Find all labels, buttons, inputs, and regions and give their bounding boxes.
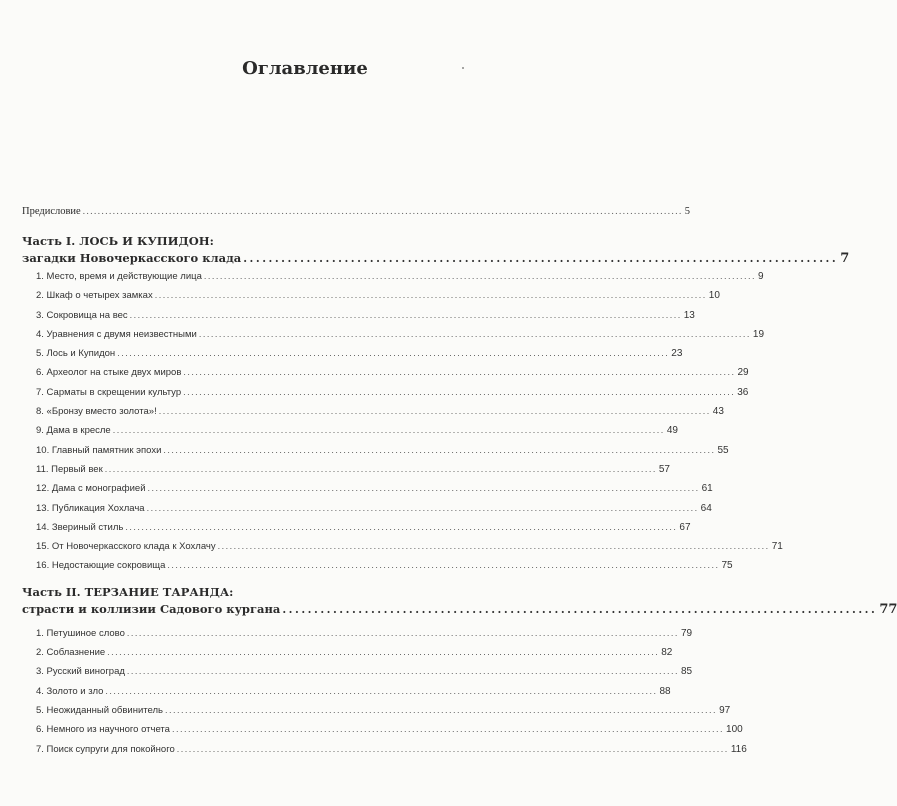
leader-dots: .......................................................................................................................................... xyxy=(146,502,699,513)
chapter-page-number: 13 xyxy=(683,309,695,321)
part-1-heading: Часть I. ЛОСЬ И КУПИДОН: xyxy=(22,234,214,248)
toc-entry-part-1[interactable] xyxy=(22,250,850,271)
leader-dots: .......................................................................................................................................... xyxy=(203,271,756,281)
part-2-subtitle: страсти и коллизии Садового кургана xyxy=(22,601,281,616)
chapter-title: 6. Немного из научного отчета xyxy=(36,724,170,736)
chapter-page-number: 10 xyxy=(708,290,720,302)
chapter-title: 8. «Бронзу вместо золота»! xyxy=(36,406,157,418)
toc-entry-preface[interactable] xyxy=(22,206,690,225)
leader-dots: .......................................................................................................................................... xyxy=(112,425,665,436)
toc-chapter-entry[interactable] xyxy=(22,627,693,647)
toc-chapter-entry[interactable] xyxy=(22,666,693,685)
toc-chapter-entry[interactable] xyxy=(22,724,743,743)
chapter-page-number: 55 xyxy=(717,444,729,456)
leader-dots: .......................................................................................................................................... xyxy=(217,541,770,552)
leader-dots: ................................................................................................................................................................ xyxy=(82,206,683,216)
chapter-page-number: 97 xyxy=(719,704,731,716)
leader-dots: .......................................................................................................................................... xyxy=(126,627,679,638)
toc-chapter-entry[interactable] xyxy=(22,348,683,367)
chapter-page-number: 82 xyxy=(661,647,673,659)
chapter-title: 4. Золото и зло xyxy=(36,685,104,697)
leader-dots: .............................................................................................. xyxy=(282,602,878,616)
chapter-title: 16. Недостающие сокровища xyxy=(36,560,166,572)
chapter-title: 2. Соблазнение xyxy=(36,647,106,659)
chapter-page-number: 57 xyxy=(658,463,670,475)
toc-chapter-entry[interactable] xyxy=(22,463,670,483)
leader-dots: .......................................................................................................................................... xyxy=(104,463,657,474)
leader-dots: .......................................................................................................................................... xyxy=(167,560,720,571)
chapter-page-number: 61 xyxy=(701,483,713,495)
chapter-title: 1. Петушиное слово xyxy=(36,627,125,639)
chapter-page-number: 43 xyxy=(712,406,724,418)
leader-dots: .......................................................................................................................................... xyxy=(129,309,682,320)
chapter-title: 2. Шкаф о четырех замках xyxy=(36,290,153,302)
chapter-page-number: 36 xyxy=(737,386,749,398)
chapter-title: 10. Главный памятник эпохи xyxy=(36,444,162,456)
chapter-title: 3. Русский виноград xyxy=(36,666,125,678)
chapter-title: 14. Звериный стиль xyxy=(36,521,124,533)
chapter-page-number: 100 xyxy=(726,724,743,736)
toc-chapter-entry[interactable] xyxy=(22,704,731,724)
toc-chapter-entry[interactable] xyxy=(22,367,749,386)
chapter-title: 5. Лось и Купидон xyxy=(36,348,116,360)
chapter-title: 7. Сарматы в скрещении культур xyxy=(36,386,182,398)
leader-dots: .......................................................................................................................................... xyxy=(183,367,736,378)
leader-dots: .......................................................................................................................................... xyxy=(147,483,700,494)
toc-chapter-entry[interactable] xyxy=(22,309,695,329)
leader-dots: .......................................................................................................................................... xyxy=(125,521,678,532)
toc-chapter-entry[interactable] xyxy=(22,271,764,290)
part-1-page-number: 7 xyxy=(840,251,850,266)
leader-dots: .......................................................................................................................................... xyxy=(126,666,679,677)
leader-dots: .......................................................................................................................................... xyxy=(117,348,670,359)
toc-chapter-entry[interactable] xyxy=(22,541,783,560)
chapter-title: 4. Уравнения с двумя неизвестными xyxy=(36,328,197,340)
leader-dots: .............................................................................................. xyxy=(243,252,839,265)
part-2-chapter-list xyxy=(22,627,747,763)
toc-page-number: 5 xyxy=(684,206,690,217)
chapter-title: 15. От Новочеркасского клада к Хохлачу xyxy=(36,541,216,553)
toc-chapter-entry[interactable] xyxy=(22,502,712,522)
leader-dots: .......................................................................................................................................... xyxy=(171,724,725,735)
toc-chapter-entry[interactable] xyxy=(22,406,724,425)
chapter-title: 1. Место, время и действующие лица xyxy=(36,271,202,282)
chapter-page-number: 75 xyxy=(721,560,733,572)
part-1-subtitle: загадки Новочеркасского клада xyxy=(22,251,242,265)
chapter-page-number: 23 xyxy=(671,348,683,360)
chapter-page-number: 116 xyxy=(730,743,747,755)
chapter-page-number: 49 xyxy=(666,425,678,437)
toc-chapter-entry[interactable] xyxy=(22,425,678,444)
part-1-chapter-list xyxy=(22,271,783,580)
toc-chapter-entry[interactable] xyxy=(22,685,671,705)
chapter-title: 5. Неожиданный обвинитель xyxy=(36,704,163,716)
part-2-heading: Часть II. ТЕРЗАНИЕ ТАРАНДА: xyxy=(22,584,234,599)
chapter-page-number: 9 xyxy=(757,271,764,282)
chapter-page-number: 67 xyxy=(679,521,691,533)
toc-entry-label: Предисловие xyxy=(22,206,81,217)
toc-entry-part-2[interactable] xyxy=(22,601,897,622)
toc-chapter-entry[interactable] xyxy=(22,290,720,309)
leader-dots: .......................................................................................................................................... xyxy=(183,386,736,397)
leader-dots: .......................................................................................................................................... xyxy=(158,406,711,417)
leader-dots: .......................................................................................................................................... xyxy=(164,704,718,715)
chapter-page-number: 71 xyxy=(771,541,783,553)
table-of-contents xyxy=(22,200,897,763)
chapter-page-number: 79 xyxy=(680,627,693,639)
chapter-page-number: 29 xyxy=(737,367,749,379)
leader-dots: .......................................................................................................................................... xyxy=(105,685,658,696)
chapter-title: 11. Первый век xyxy=(36,463,103,475)
chapter-title: 3. Сокровища на вес xyxy=(36,309,128,321)
chapter-page-number: 64 xyxy=(700,502,712,514)
toc-chapter-entry[interactable] xyxy=(22,743,747,763)
chapter-title: 9. Дама в кресле xyxy=(36,425,111,437)
part-2-page-number: 77 xyxy=(879,601,897,617)
toc-chapter-entry[interactable] xyxy=(22,483,713,502)
toc-chapter-entry[interactable] xyxy=(22,560,733,579)
leader-dots: .......................................................................................................................................... xyxy=(198,328,751,339)
leader-dots: .......................................................................................................................................... xyxy=(163,444,716,455)
page-title: Оглавление xyxy=(242,58,368,79)
chapter-title: 12. Дама с монографией xyxy=(36,483,146,495)
chapter-page-number: 85 xyxy=(681,666,693,678)
chapter-title: 7. Поиск супруги для покойного xyxy=(36,743,175,755)
toc-chapter-entry[interactable] xyxy=(22,386,749,406)
chapter-title: 6. Археолог на стыке двух миров xyxy=(36,367,182,379)
toc-chapter-entry[interactable] xyxy=(22,444,729,464)
leader-dots: .......................................................................................................................................... xyxy=(176,743,729,754)
toc-chapter-entry[interactable] xyxy=(22,521,691,541)
toc-chapter-entry[interactable] xyxy=(22,647,673,666)
leader-dots: .......................................................................................................................................... xyxy=(154,290,707,301)
leader-dots: .......................................................................................................................................... xyxy=(107,647,660,658)
chapter-title: 13. Публикация Хохлача xyxy=(36,502,145,514)
chapter-page-number: 19 xyxy=(752,328,765,340)
chapter-page-number: 88 xyxy=(659,685,671,697)
toc-chapter-entry[interactable] xyxy=(22,328,765,348)
